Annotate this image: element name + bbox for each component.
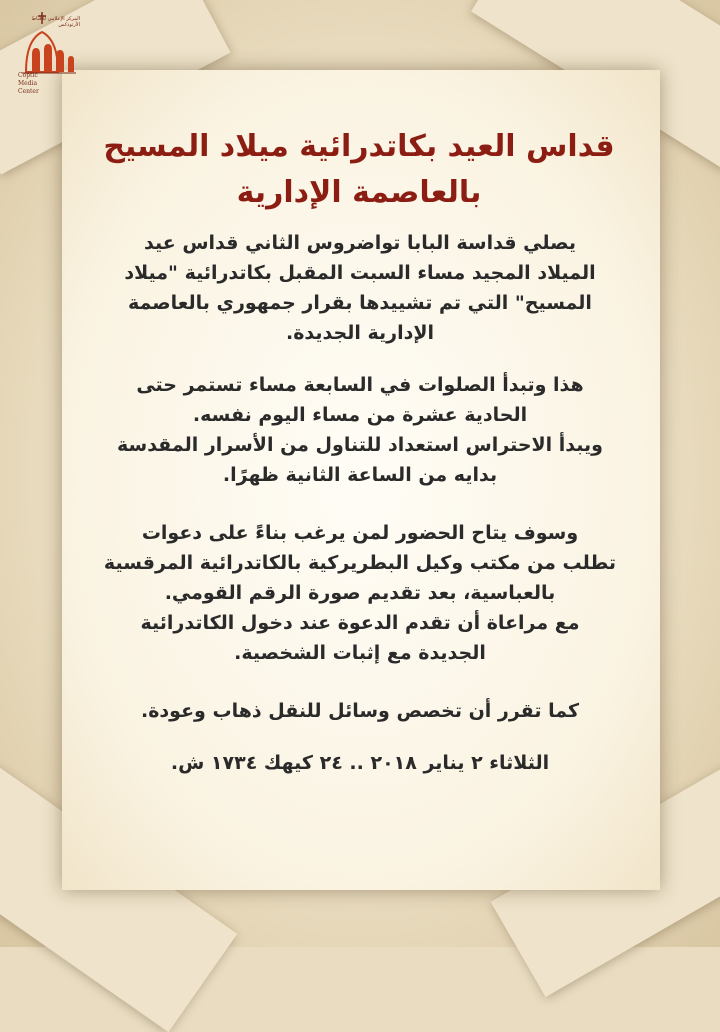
spacer xyxy=(92,490,628,518)
coptic-media-center-logo xyxy=(12,10,82,102)
paragraph-1-line: الإدارية الجديدة. xyxy=(286,322,434,344)
paragraph-2-line: بدايه من الساعة الثانية ظهرًا. xyxy=(222,464,498,486)
announcement-body xyxy=(92,228,628,778)
paragraph-3-line: وسوف يتاح الحضور لمن يرغب بناءً على دعوات xyxy=(141,522,579,544)
paragraph-3-line: مع مراعاة أن تقدم الدعوة عند دخول الكاتدرائية xyxy=(140,612,580,634)
spacer xyxy=(92,726,628,748)
title-line-2: بالعاصمة الإدارية xyxy=(236,175,482,210)
spacer xyxy=(92,668,628,696)
date-line: الثلاثاء ٢ يناير ٢٠١٨ .. ٢٤ كيهك ١٧٣٤ ش. xyxy=(170,752,550,774)
paragraph-2-line: الحادية عشرة من مساء اليوم نفسه. xyxy=(192,404,528,426)
spacer xyxy=(92,348,628,370)
announcement-title xyxy=(78,124,640,216)
paragraph-2-line: هذا وتبدأ الصلوات في السابعة مساء تستمر حتى xyxy=(136,374,584,396)
paragraph-3-line: الجديدة مع إثبات الشخصية. xyxy=(234,642,486,664)
paragraph-4: كما تقرر أن تخصص وسائل للنقل ذهاب وعودة. xyxy=(140,700,580,722)
logo-text: Coptic Media Center xyxy=(18,72,39,95)
paragraph-1-line: المسيح" التي تم تشييدها بقرار جمهوري بالعاصمة xyxy=(128,292,592,314)
logo-arabic-text: المركز الإعلامي للأقباط الأرثوذكس xyxy=(31,16,80,28)
title-line-1: قداس العيد بكاتدرائية ميلاد المسيح xyxy=(103,129,615,164)
paragraph-3-line: بالعباسية، بعد تقديم صورة الرقم القومي. xyxy=(164,582,556,604)
paragraph-1-line: الميلاد المجيد مساء السبت المقبل بكاتدرائية "ميلاد xyxy=(124,262,596,284)
paragraph-1-line: يصلي قداسة البابا تواضروس الثاني قداس عيد xyxy=(144,232,576,254)
paragraph-2-line: ويبدأ الاحتراس استعداد للتناول من الأسرار المقدسة xyxy=(116,434,603,456)
paragraph-3-line: تطلب من مكتب وكيل البطريركية بالكاتدرائية المرقسية xyxy=(103,552,617,574)
